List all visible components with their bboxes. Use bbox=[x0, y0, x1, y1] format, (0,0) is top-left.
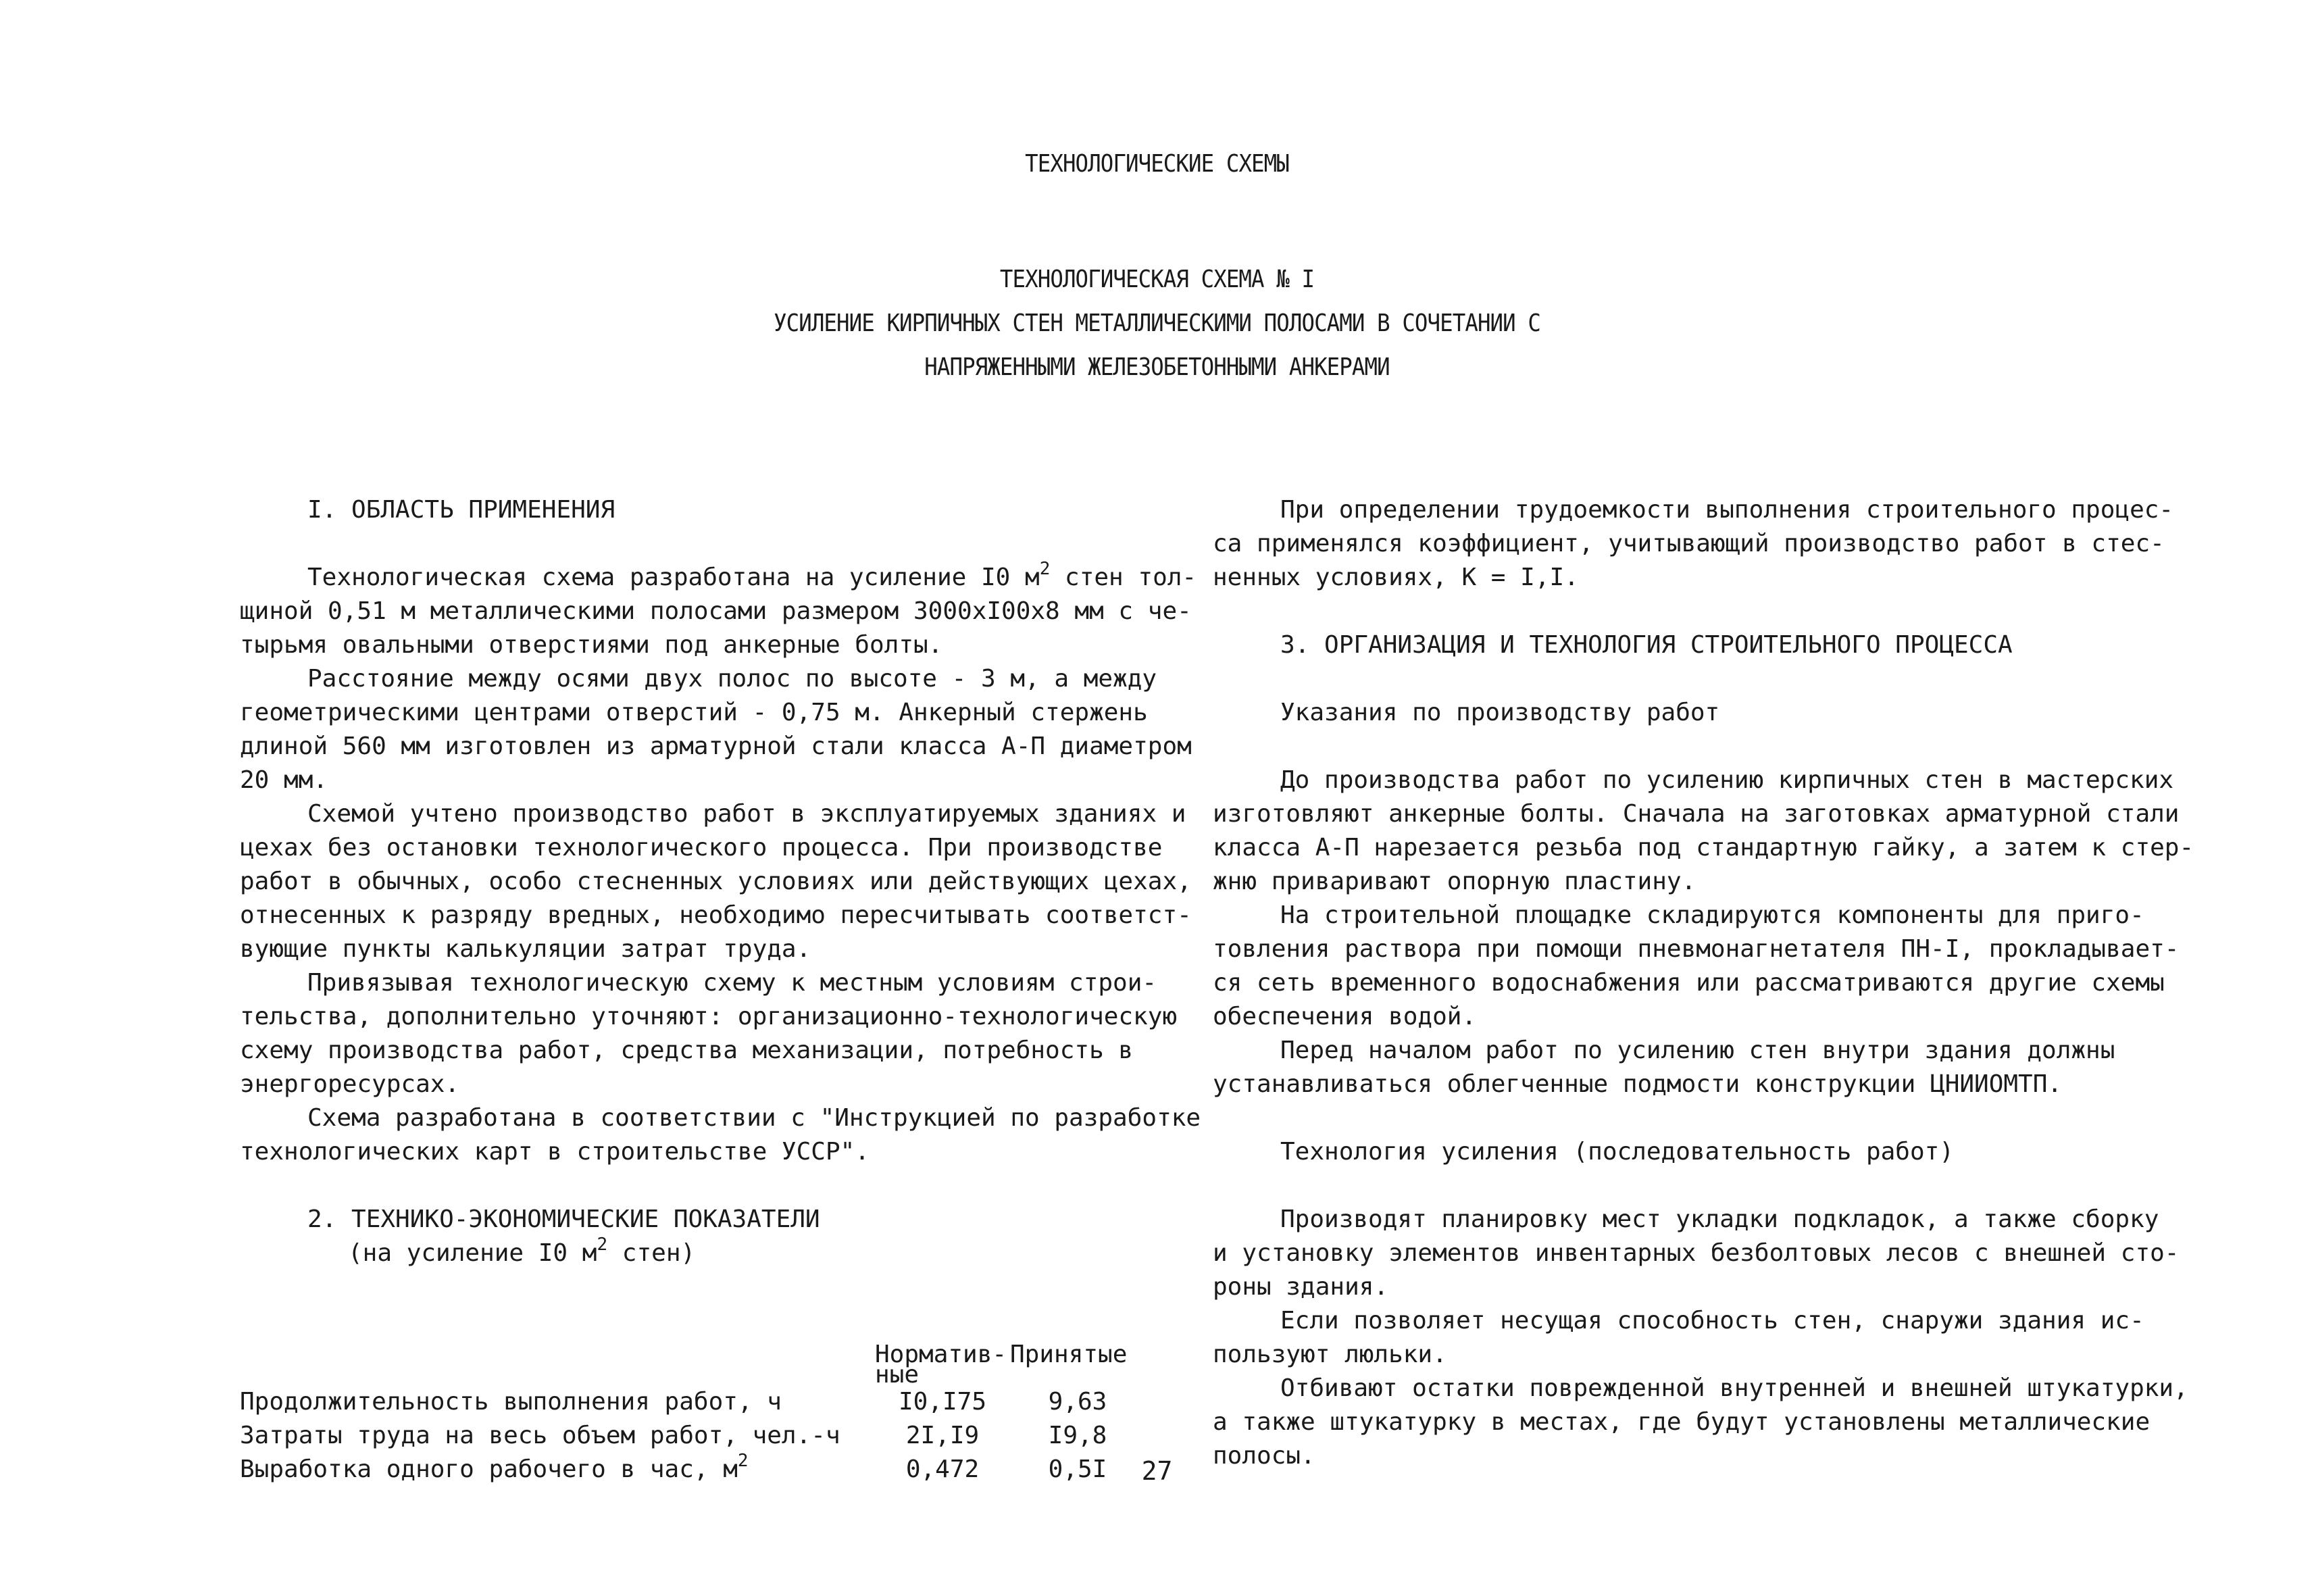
text-line: Технологическая схема разработана на усиление I0 $м^2$ стен тол- bbox=[307, 559, 1197, 591]
subsection-strengthening-technology: Технология усиления (последовательность работ) bbox=[1280, 1138, 1954, 1166]
row-label: Выработка одного рабочего в час, $м^2$ bbox=[240, 1451, 749, 1483]
paragraph-planning bbox=[1213, 1203, 2180, 1304]
paragraph-scope bbox=[240, 559, 1197, 662]
page-number: 27 bbox=[1141, 1456, 1173, 1486]
text-line: Производят планировку мест укладки подкладок, а также сборку bbox=[1280, 1205, 2159, 1233]
accepted-value: I9,8 bbox=[1048, 1422, 1107, 1449]
text-line: устанавливаться облегченные подмости конструкции ЦНИИОМТП. bbox=[1213, 1070, 2063, 1098]
paragraph-conditions bbox=[240, 797, 1192, 966]
paragraph-distance bbox=[240, 662, 1192, 797]
right-column bbox=[1213, 493, 2194, 1473]
scheme-title: ТЕХНОЛОГИЧЕСКАЯ СХЕМА № I bbox=[999, 266, 1315, 293]
text-line: цехах без остановки технологического процесса. При производстве bbox=[240, 834, 1163, 862]
text-line: При определении трудоемкости выполнения строительного процес- bbox=[1280, 496, 2174, 524]
section-1-title: I. ОБЛАСТЬ ПРИМЕНЕНИЯ bbox=[307, 496, 615, 524]
text-line: энергоресурсах. bbox=[240, 1070, 460, 1098]
text-line: Если позволяет несущая способность стен, снаружи здания ис- bbox=[1280, 1307, 2144, 1335]
text-line: тельства, дополнительно уточняют: организационно-технологическую bbox=[240, 1003, 1178, 1030]
paragraph-instruction bbox=[240, 1101, 1201, 1169]
normative-value: 0,472 bbox=[905, 1455, 980, 1483]
text-line: са применялся коэффициент, учитывающий производство работ в стес- bbox=[1213, 530, 2165, 557]
text-line: геометрическими центрами отверстий - 0,75 м. Анкерный стержень bbox=[240, 699, 1148, 726]
paragraph-scaffolding bbox=[1213, 1034, 2138, 1101]
text-line: обеспечения водой. bbox=[1213, 1003, 1477, 1030]
text-line: товления раствора при помощи пневмонагнетателя ПН-I, прокладывает- bbox=[1213, 935, 2180, 963]
text-line: пользуют люльки. bbox=[1213, 1341, 1447, 1368]
text-line: Перед началом работ по усилению стен внутри здания должны bbox=[1280, 1037, 2115, 1064]
section-3-title: 3. ОРГАНИЗАЦИЯ И ТЕХНОЛОГИЯ СТРОИТЕЛЬНОГО ПРОЦЕССА bbox=[1280, 631, 2013, 659]
text-line: схему производства работ, средства механизации, потребность в bbox=[240, 1037, 1134, 1064]
text-line: а также штукатурку в местах, где будут установлены металлические bbox=[1213, 1408, 2150, 1436]
row-label: Затраты труда на весь объем работ, чел.-ч bbox=[240, 1422, 840, 1449]
text-line: роны здания. bbox=[1213, 1273, 1389, 1301]
text-line: Расстояние между осями двух полос по высоте - 3 м, а между bbox=[307, 665, 1157, 693]
paragraph-coefficient bbox=[1213, 493, 2174, 595]
text-line: жню приваривают опорную пластину. bbox=[1213, 868, 1696, 895]
accepted-value: 9,63 bbox=[1048, 1388, 1107, 1416]
scheme-subtitle-line-2: НАПРЯЖЕННЫМИ ЖЕЛЕЗОБЕТОННЫМИ АНКЕРАМИ bbox=[924, 353, 1390, 381]
section-2-subtitle: (на усиление I0 $м^2$ стен) bbox=[348, 1235, 696, 1267]
table-row bbox=[240, 1419, 1145, 1453]
column-header-accepted: Принятые bbox=[1010, 1341, 1128, 1368]
table-header-row bbox=[240, 1345, 1145, 1385]
text-line: ненных условиях, К = I,I. bbox=[1213, 564, 1579, 591]
text-line: работ в обычных, особо стесненных условиях или действующих цехах, bbox=[240, 868, 1192, 895]
text-line: Схема разработана в соответствии с "Инструкцией по разработке bbox=[307, 1104, 1201, 1132]
paragraph-preparation bbox=[1213, 764, 2194, 899]
text-line: изготовляют анкерные болты. Сначала на заготовках арматурной стали bbox=[1213, 800, 2180, 828]
scheme-subtitle-line-1: УСИЛЕНИЕ КИРПИЧНЫХ СТЕН МЕТАЛЛИЧЕСКИМИ ПОЛОСАМИ В СОЧЕТАНИИ С bbox=[773, 309, 1540, 337]
text-line: До производства работ по усилению кирпичных стен в мастерских bbox=[1280, 766, 2174, 794]
text-line: полосы. bbox=[1213, 1442, 1315, 1470]
text-line: ся сеть временного водоснабжения или рассматриваются другие схемы bbox=[1213, 969, 2165, 997]
normative-value: 2I,I9 bbox=[905, 1422, 980, 1449]
text-line: тырьмя овальными отверстиями под анкерные болты. bbox=[240, 631, 943, 659]
paragraph-cradles bbox=[1213, 1304, 2144, 1372]
column-header-normative: Норматив- ные bbox=[875, 1341, 1007, 1389]
subsection-work-instructions: Указания по производству работ bbox=[1280, 699, 1720, 726]
text-line: щиной 0,51 м металлическими полосами размером 3000хI00х8 мм с че- bbox=[240, 597, 1192, 625]
section-title: ТЕХНОЛОГИЧЕСКИЕ СХЕМЫ bbox=[1025, 150, 1289, 178]
text-line: Отбивают остатки поврежденной внутренней и внешней штукатурки, bbox=[1280, 1374, 2188, 1402]
paragraph-local-conditions bbox=[240, 966, 1178, 1101]
text-line: и установку элементов инвентарных безболтовых лесов с внешней сто- bbox=[1213, 1239, 2180, 1267]
text-line: На строительной площадке складируются компоненты для приго- bbox=[1280, 901, 2144, 929]
table-row bbox=[240, 1385, 1145, 1419]
accepted-value: 0,5I bbox=[1048, 1455, 1107, 1483]
text-line: Схемой учтено производство работ в эксплуатируемых зданиях и bbox=[307, 800, 1186, 828]
text-line: технологических карт в строительстве УССР". bbox=[240, 1138, 870, 1166]
text-line: вующие пункты калькуляции затрат труда. bbox=[240, 935, 811, 963]
text-line: длиной 560 мм изготовлен из арматурной стали класса А-П диаметром bbox=[240, 732, 1192, 760]
section-2-title: 2. ТЕХНИКО-ЭКОНОМИЧЕСКИЕ ПОКАЗАТЕЛИ bbox=[307, 1205, 820, 1233]
row-label: Продолжительность выполнения работ, ч bbox=[240, 1388, 782, 1416]
paragraph-site bbox=[1213, 899, 2180, 1034]
text-line: отнесенных к разряду вредных, необходимо пересчитывать соответст- bbox=[240, 901, 1192, 929]
normative-value: I0,I75 bbox=[898, 1388, 987, 1416]
text-line: Привязывая технологическую схему к местным условиям строи- bbox=[307, 969, 1157, 997]
text-line: 20 мм. bbox=[240, 766, 328, 794]
text-line: класса А-П нарезается резьба под стандартную гайку, а затем к стер- bbox=[1213, 834, 2194, 862]
